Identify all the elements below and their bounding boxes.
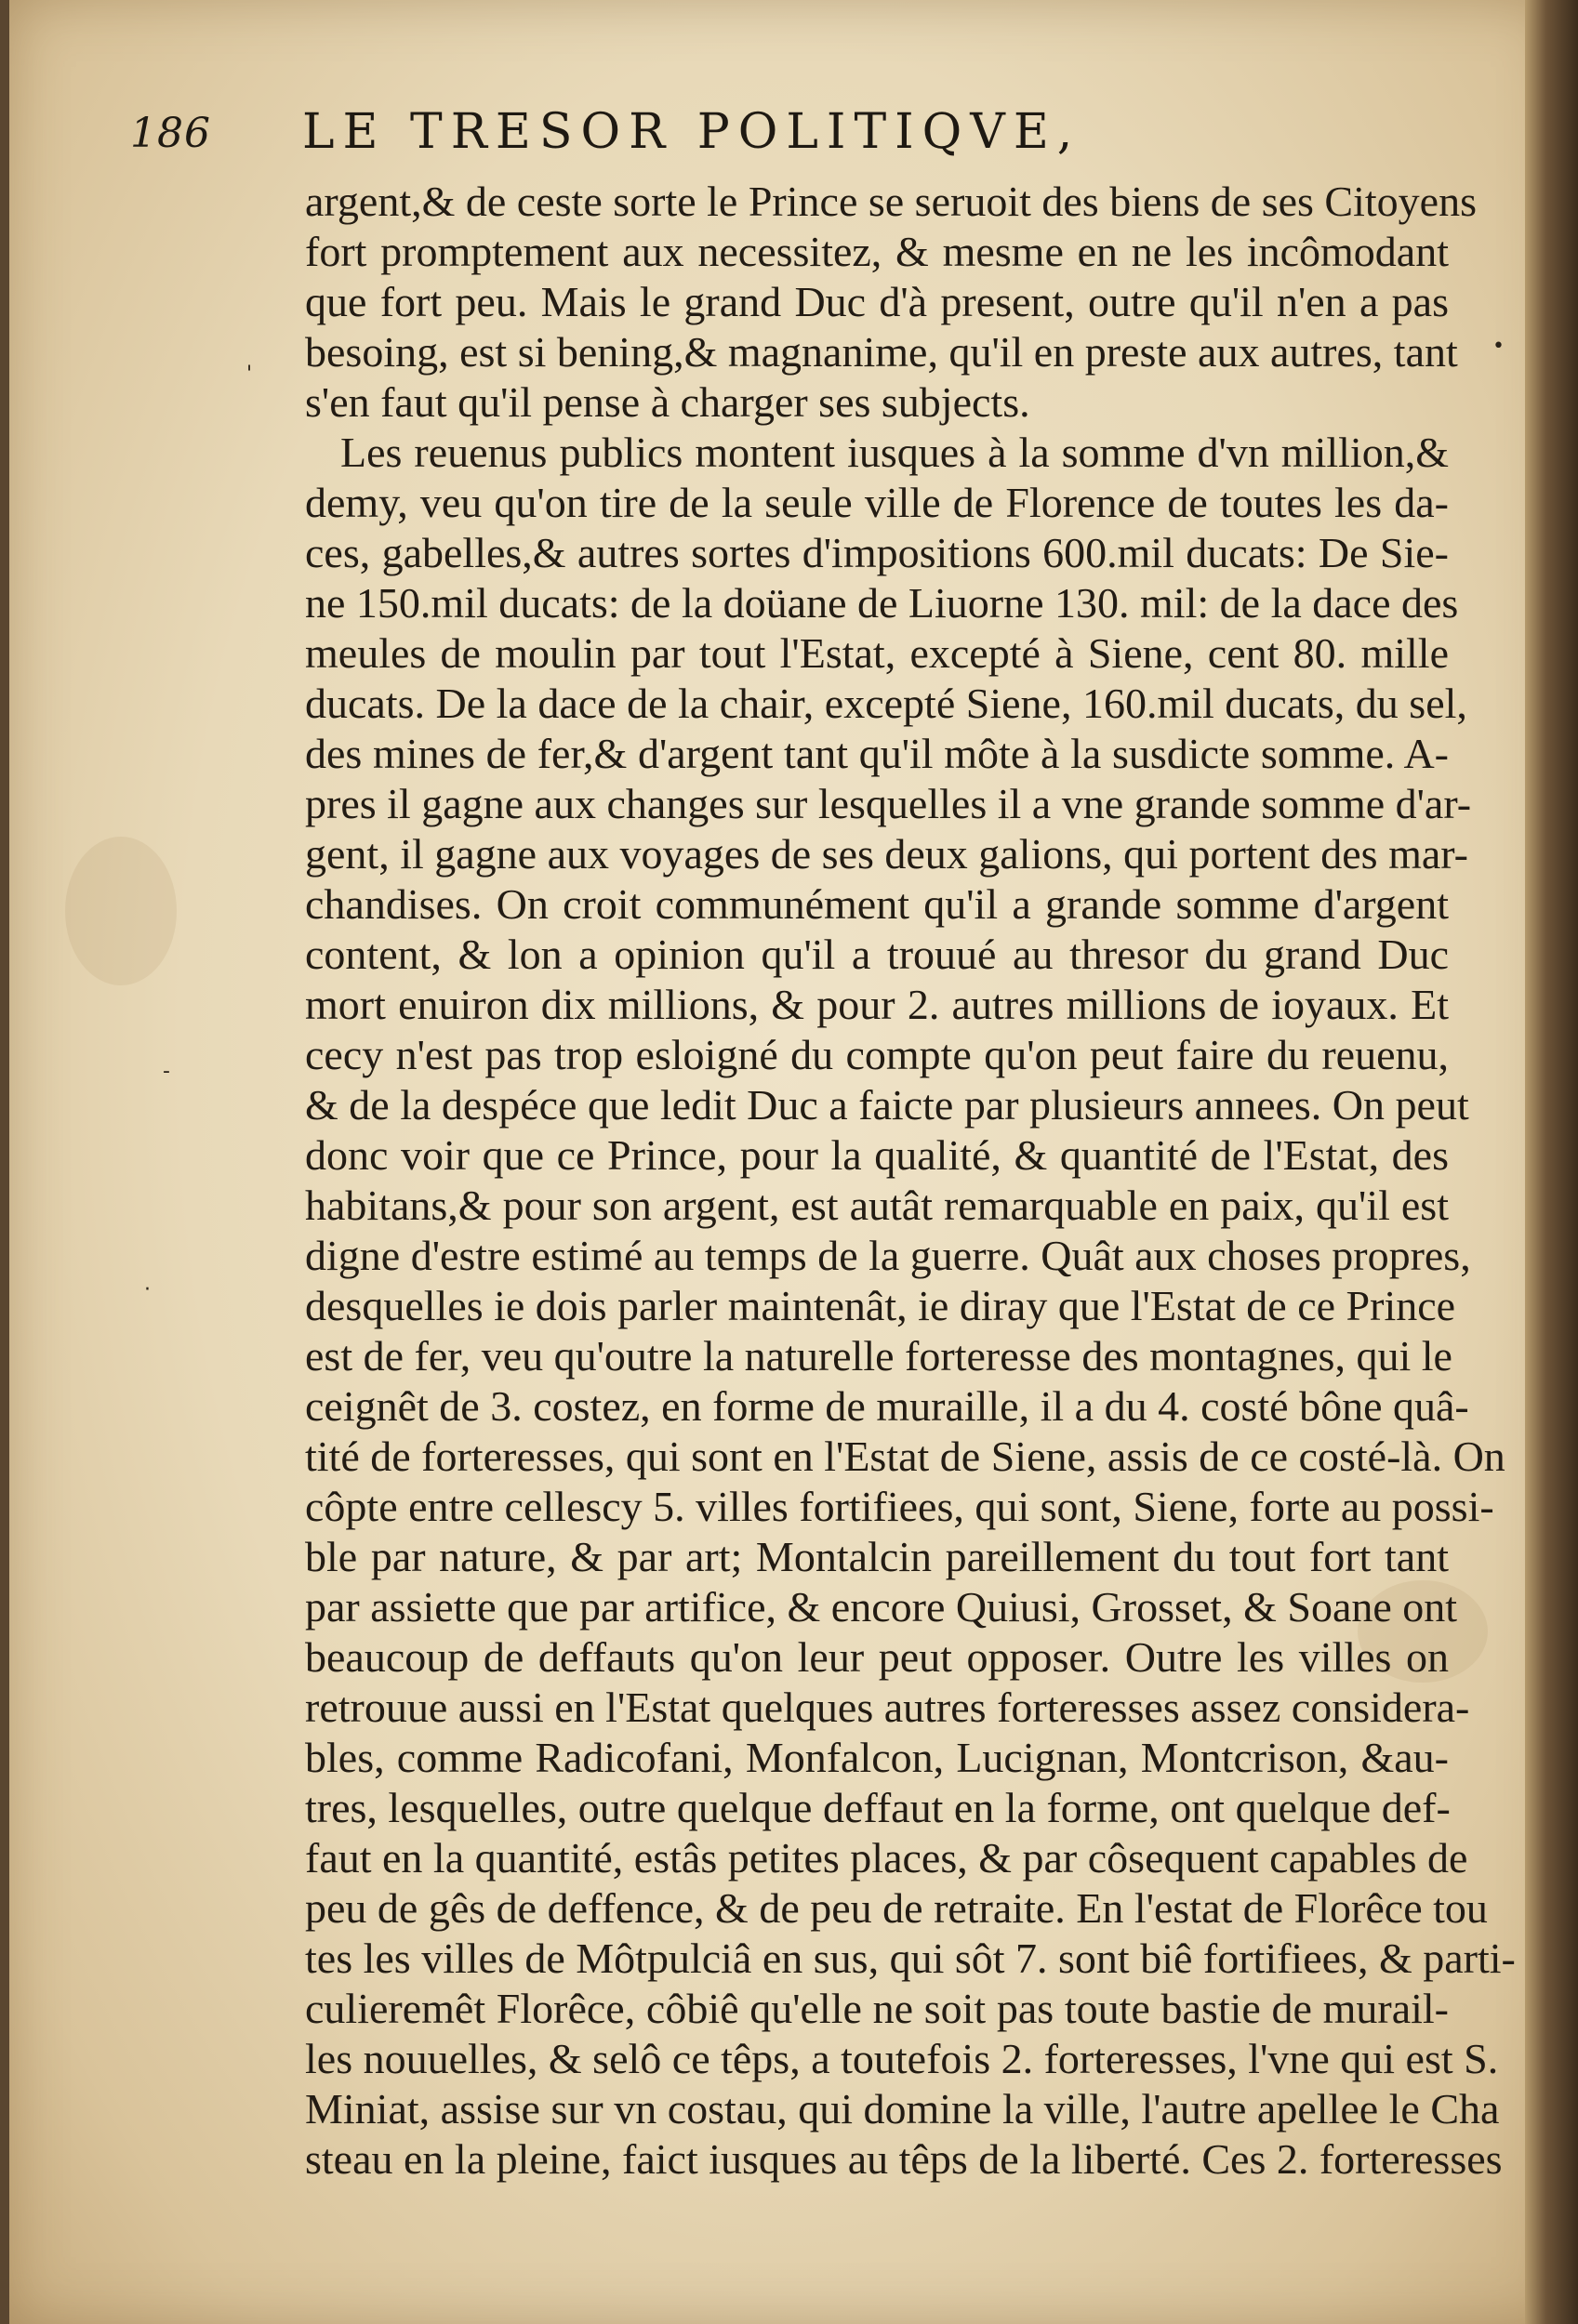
text-line: que fort peu. Mais le grand Duc d'à present, outre qu'il n'en a pas [305, 278, 1449, 325]
body-text [305, 177, 1516, 2185]
text-line: Miniat, assise sur vn costau, qui domine la ville, l'autre apellee le Cha [305, 2085, 1500, 2133]
book-page [9, 0, 1558, 2324]
text-line: culieremêt Florêce, côbiê qu'elle ne soit pas toute bastie de murail- [305, 1985, 1449, 2032]
page-number: 186 [130, 110, 211, 157]
text-line: tité de forteresses, qui sont en l'Estat de Siene, assis de ce costé-là. On [305, 1433, 1505, 1480]
text-line: s'en faut qu'il pense à charger ses subjects. [305, 378, 1030, 426]
text-line: ne 150.mil ducats: de la doüane de Liuorne 130. mil: de la dace des [305, 579, 1459, 627]
text-line: retrouue aussi en l'Estat quelques autres forteresses assez considera- [305, 1684, 1470, 1731]
text-line: faut en la quantité, estâs petites places, & par côsequent capables de [305, 1834, 1468, 1882]
text-line: meules de moulin par tout l'Estat, excepté à Siene, cent 80. mille [305, 629, 1449, 677]
text-line: content, & lon a opinion qu'il a trouué au thresor du grand Duc [305, 931, 1449, 978]
text-line: chandises. On croit communément qu'il a grande somme d'argent [305, 880, 1449, 928]
text-line: demy, veu qu'on tire de la seule ville de Florence de toutes les da- [305, 479, 1449, 526]
text-line: les nouuelles, & selô ce têps, a toutefois 2. forteresses, l'vne qui est S. [305, 2035, 1499, 2082]
text-line: est de fer, veu qu'outre la naturelle forteresse des montagnes, qui le [305, 1332, 1452, 1380]
margin-mark: - [163, 1060, 170, 1083]
text-line: & de la despéce que ledit Duc a faicte par plusieurs annees. On peut [305, 1081, 1469, 1129]
text-line: mort enuiron dix millions, & pour 2. autres millions de ioyaux. Et [305, 981, 1449, 1028]
text-line: peu de gês de deffence, & de peu de retraite. En l'estat de Florêce tou [305, 1884, 1488, 1932]
text-line: digne d'estre estimé au temps de la guerre. Quât aux choses propres, [305, 1232, 1471, 1279]
text-line: par assiette que par artifice, & encore Quiusi, Grosset, & Soane ont [305, 1583, 1458, 1631]
text-line: steau en la pleine, faict iusques au têps de la liberté. Ces 2. forteresses [305, 2135, 1503, 2183]
text-line: habitans,& pour son argent, est autât remarquable en paix, qu'il est [305, 1182, 1449, 1229]
text-line: côpte entre cellescy 5. villes fortifiees, qui sont, Siene, forte au possi- [305, 1483, 1494, 1530]
text-line: argent,& de ceste sorte le Prince se seruoit des biens de ses Citoyens [305, 178, 1477, 225]
text-line: ble par nature, & par art; Montalcin pareillement du tout fort tant [305, 1533, 1449, 1580]
text-line: fort promptement aux necessitez, & mesme en ne les incômodant [305, 228, 1449, 275]
text-line: ceignêt de 3. costez, en forme de muraille, il a du 4. costé bône quâ- [305, 1382, 1469, 1430]
text-line: besoing, est si bening,& magnanime, qu'il en preste aux autres, tant [305, 328, 1458, 376]
running-title: LE TRESOR POLITIQVE, [302, 104, 1081, 160]
text-line: cecy n'est pas trop esloigné du compte qu'on peut faire du reuenu, [305, 1031, 1449, 1078]
text-line: tres, lesquelles, outre quelque deffaut en la forme, ont quelque def- [305, 1784, 1451, 1831]
text-line: ducats. De la dace de la chair, excepté Siene, 160.mil ducats, du sel, [305, 680, 1467, 727]
text-line: tes les villes de Môtpulciâ en sus, qui sôt 7. sont biê fortifiees, & parti- [305, 1934, 1516, 1982]
text-line: desquelles ie dois parler maintenât, ie diray que l'Estat de ce Prince [305, 1282, 1456, 1329]
margin-mark: • [1492, 335, 1505, 358]
text-line: ces, gabelles,& autres sortes d'impositions 600.mil ducats: De Sie- [305, 529, 1449, 576]
paper-stain [65, 837, 177, 985]
text-line: gent, il gagne aux voyages de ses deux galions, qui portent des mar- [305, 830, 1468, 878]
text-line: des mines de fer,& d'argent tant qu'il môte à la susdicte somme. A- [305, 730, 1449, 777]
book-gutter-edge [1525, 0, 1578, 2324]
margin-mark: · [144, 1278, 151, 1301]
text-line: pres il gagne aux changes sur lesquelles il a vne grande somme d'ar- [305, 780, 1472, 827]
text-line: bles, comme Radicofani, Monfalcon, Lucignan, Montcrison, &au- [305, 1734, 1449, 1781]
margin-mark: ' [246, 363, 253, 386]
text-line: beaucoup de deffauts qu'on leur peut opposer. Outre les villes on [305, 1633, 1449, 1681]
text-line: Les reuenus publics montent iusques à la somme d'vn million,& [340, 429, 1449, 476]
text-line: donc voir que ce Prince, pour la qualité, & quantité de l'Estat, des [305, 1131, 1449, 1179]
